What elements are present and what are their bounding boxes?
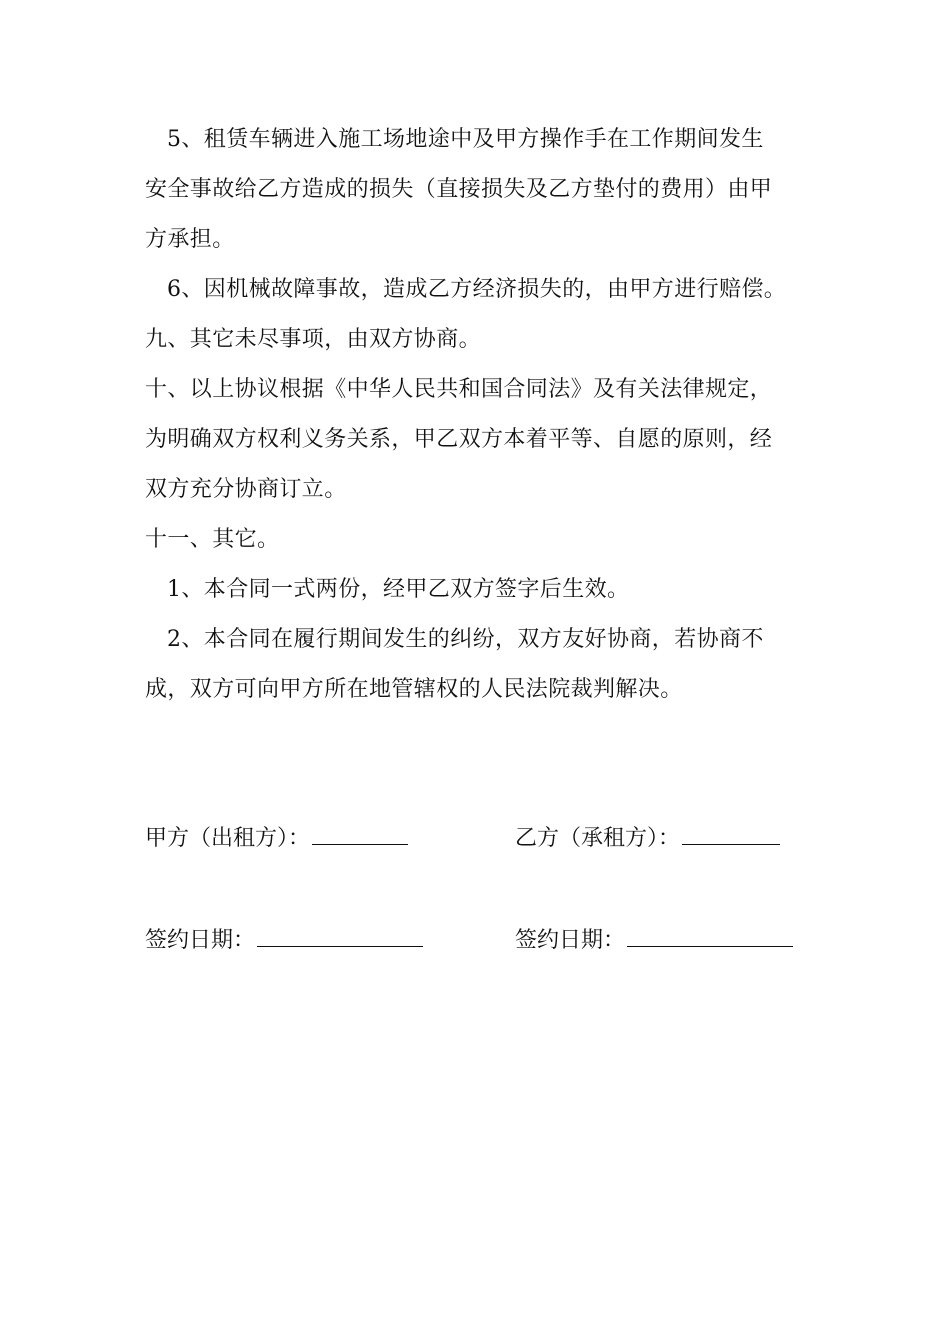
party-b-signature-line[interactable] — [682, 820, 780, 845]
date-b-label: 签约日期： — [515, 928, 626, 953]
party-a-signature — [145, 820, 408, 857]
section-9: 九、其它未尽事项，由双方协商。 — [145, 327, 482, 352]
section-10-line-3: 双方充分协商订立。 — [145, 477, 347, 502]
section-10-line-1: 十、以上协议根据《中华人民共和国合同法》及有关法律规定， — [145, 377, 773, 402]
contract-body — [145, 115, 810, 715]
section-10-line-2: 为明确双方权利义务关系，甲乙双方本着平等、自愿的原则，经 — [145, 427, 773, 452]
section-11-heading: 十一、其它。 — [145, 527, 280, 552]
clause-5-line-2: 安全事故给乙方造成的损失（直接损失及乙方垫付的费用）由甲 — [145, 177, 773, 202]
section-11-item-2-line-1: 2、本合同在履行期间发生的纠纷，双方友好协商，若协商不 — [167, 627, 764, 652]
date-a-label: 签约日期： — [145, 928, 256, 953]
date-a-line[interactable] — [257, 922, 423, 947]
party-a-signature-line[interactable] — [312, 820, 408, 845]
party-a-date — [145, 922, 423, 959]
party-b-signature — [515, 820, 780, 857]
clause-5-line-1: 5、租赁车辆进入施工场地途中及甲方操作手在工作期间发生 — [167, 127, 764, 152]
clause-6: 6、因机械故障事故，造成乙方经济损失的，由甲方进行赔偿。 — [167, 277, 787, 302]
party-b-date — [515, 922, 793, 959]
clause-5-line-3: 方承担。 — [145, 227, 235, 252]
section-11-item-1: 1、本合同一式两份，经甲乙双方签字后生效。 — [167, 577, 630, 602]
party-a-label: 甲方（出租方）： — [145, 826, 311, 851]
date-b-line[interactable] — [627, 922, 793, 947]
signature-row — [145, 820, 815, 856]
party-b-label: 乙方（承租方）： — [515, 826, 681, 851]
date-row — [145, 922, 815, 958]
section-11-item-2-line-2: 成，双方可向甲方所在地管辖权的人民法院裁判解决。 — [145, 677, 683, 702]
